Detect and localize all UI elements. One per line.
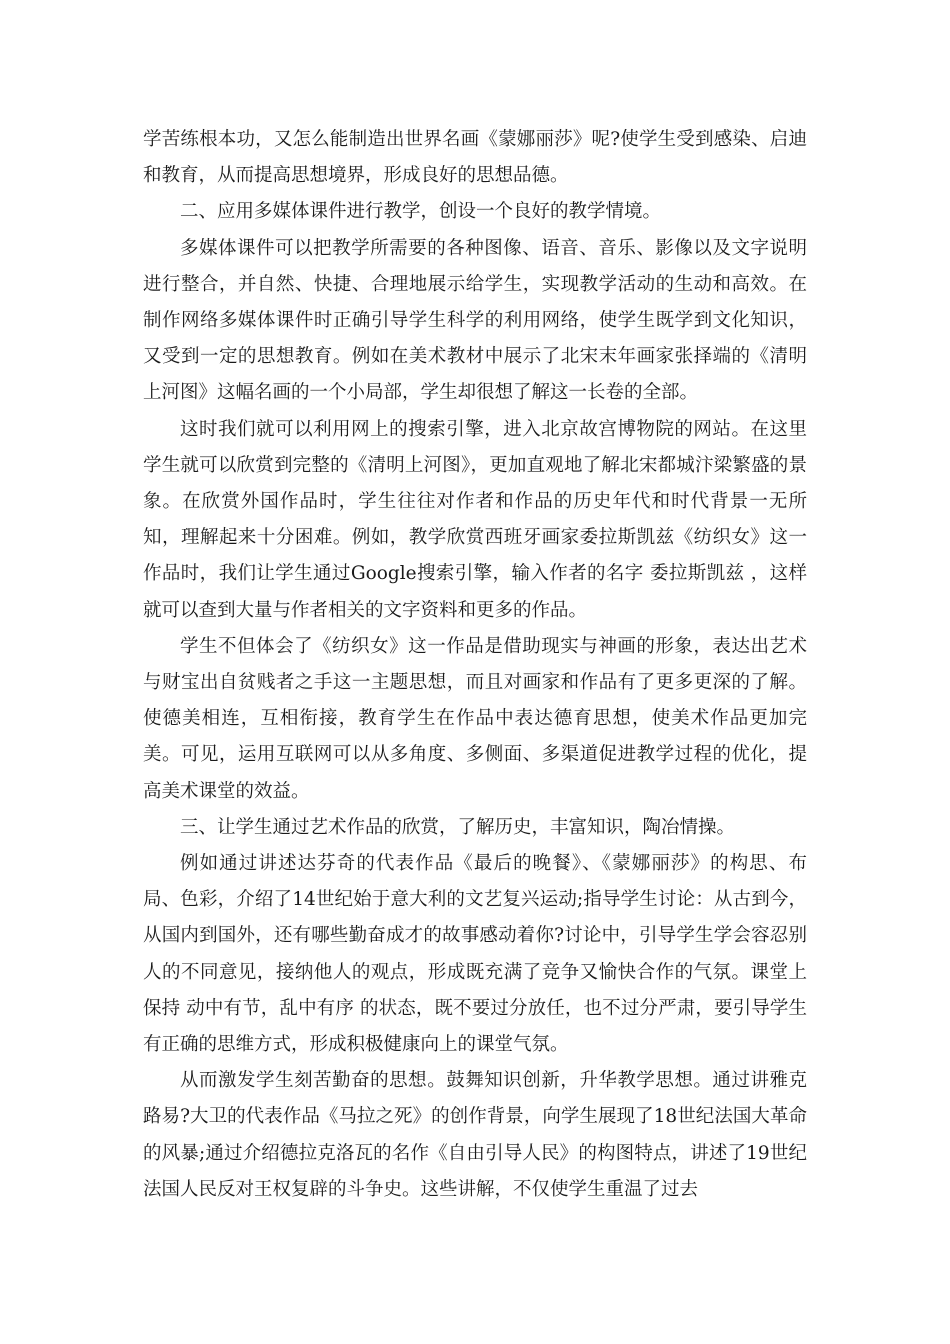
section-heading-3: 三、让学生通过艺术作品的欣赏，了解历史，丰富知识，陶冶情操。 bbox=[180, 816, 736, 838]
document-body bbox=[143, 122, 807, 1208]
paragraph-4: 这时我们就可以利用网上的搜索引擎，进入北京故宫博物院的网站。在这里学生就可以欣赏到完整的《清明上河图》，更加直观地了解北宋都城汴梁繁盛的景象。在欣赏外国作品时，学生往往对作者和作品的历史年代和时代背景一无所知，理解起来十分困难。例如，教学欣赏西班牙画家委拉斯凯兹《纺织女》这一作品时，我们让学生通过Google搜索引擎，输入作者的名字 委拉斯凯兹 ，这样就可以查到大量与作者相关的文字资料和更多的作品。 bbox=[143, 418, 807, 621]
section-heading-2: 二、应用多媒体课件进行教学，创设一个良好的教学情境。 bbox=[180, 201, 662, 223]
paragraph-8: 从而激发学生刻苦勤奋的思想。鼓舞知识创新，升华教学思想。通过讲雅克路易?大卫的代表作品《马拉之死》的创作背景，向学生展现了18世纪法国大革命的风暴;通过介绍德拉克洛瓦的名作《自由引导人民》的构图特点，讲述了19世纪法国人民反对王权复辟的斗争史。这些讲解，不仅使学生重温了过去 bbox=[143, 1070, 807, 1200]
paragraph-3: 多媒体课件可以把教学所需要的各种图像、语音、音乐、影像以及文字说明进行整合，并自然、快捷、合理地展示给学生，实现教学活动的生动和高效。在制作网络多媒体课件时正确引导学生科学的利用网络，使学生既学到文化知识，又受到一定的思想教育。例如在美术教材中展示了北宋末年画家张择端的《清明上河图》这幅名画的一个小局部，学生却很想了解这一长卷的全部。 bbox=[143, 237, 807, 404]
paragraph-1: 学苦练根本功，又怎么能制造出世界名画《蒙娜丽莎》呢?使学生受到感染、启迪和教育，从而提高思想境界，形成良好的思想品德。 bbox=[143, 129, 807, 187]
paragraph-5: 学生不但体会了《纺织女》这一作品是借助现实与神画的形象，表达出艺术与财宝出自贫贱者之手这一主题思想，而且对画家和作品有了更多更深的了解。使德美相连，互相衔接，教育学生在作品中表达德育思想，使美术作品更加完美。可见，运用互联网可以从多角度、多侧面、多渠道促进教学过程的优化，提高美术课堂的效益。 bbox=[143, 635, 807, 802]
paragraph-7: 例如通过讲述达芬奇的代表作品《最后的晚餐》、《蒙娜丽莎》的构思、布局、色彩，介绍了14世纪始于意大利的文艺复兴运动;指导学生讨论：从古到今，从国内到国外，还有哪些勤奋成才的故事感动着你?讨论中，引导学生学会容忍别人的不同意见，接纳他人的观点，形成既充满了竞争又愉快合作的气氛。课堂上保持 动中有节，乱中有序 的状态，既不要过分放任，也不过分严肃，要引导学生有正确的思维方式，形成积极健康向上的课堂气氛。 bbox=[143, 853, 807, 1056]
